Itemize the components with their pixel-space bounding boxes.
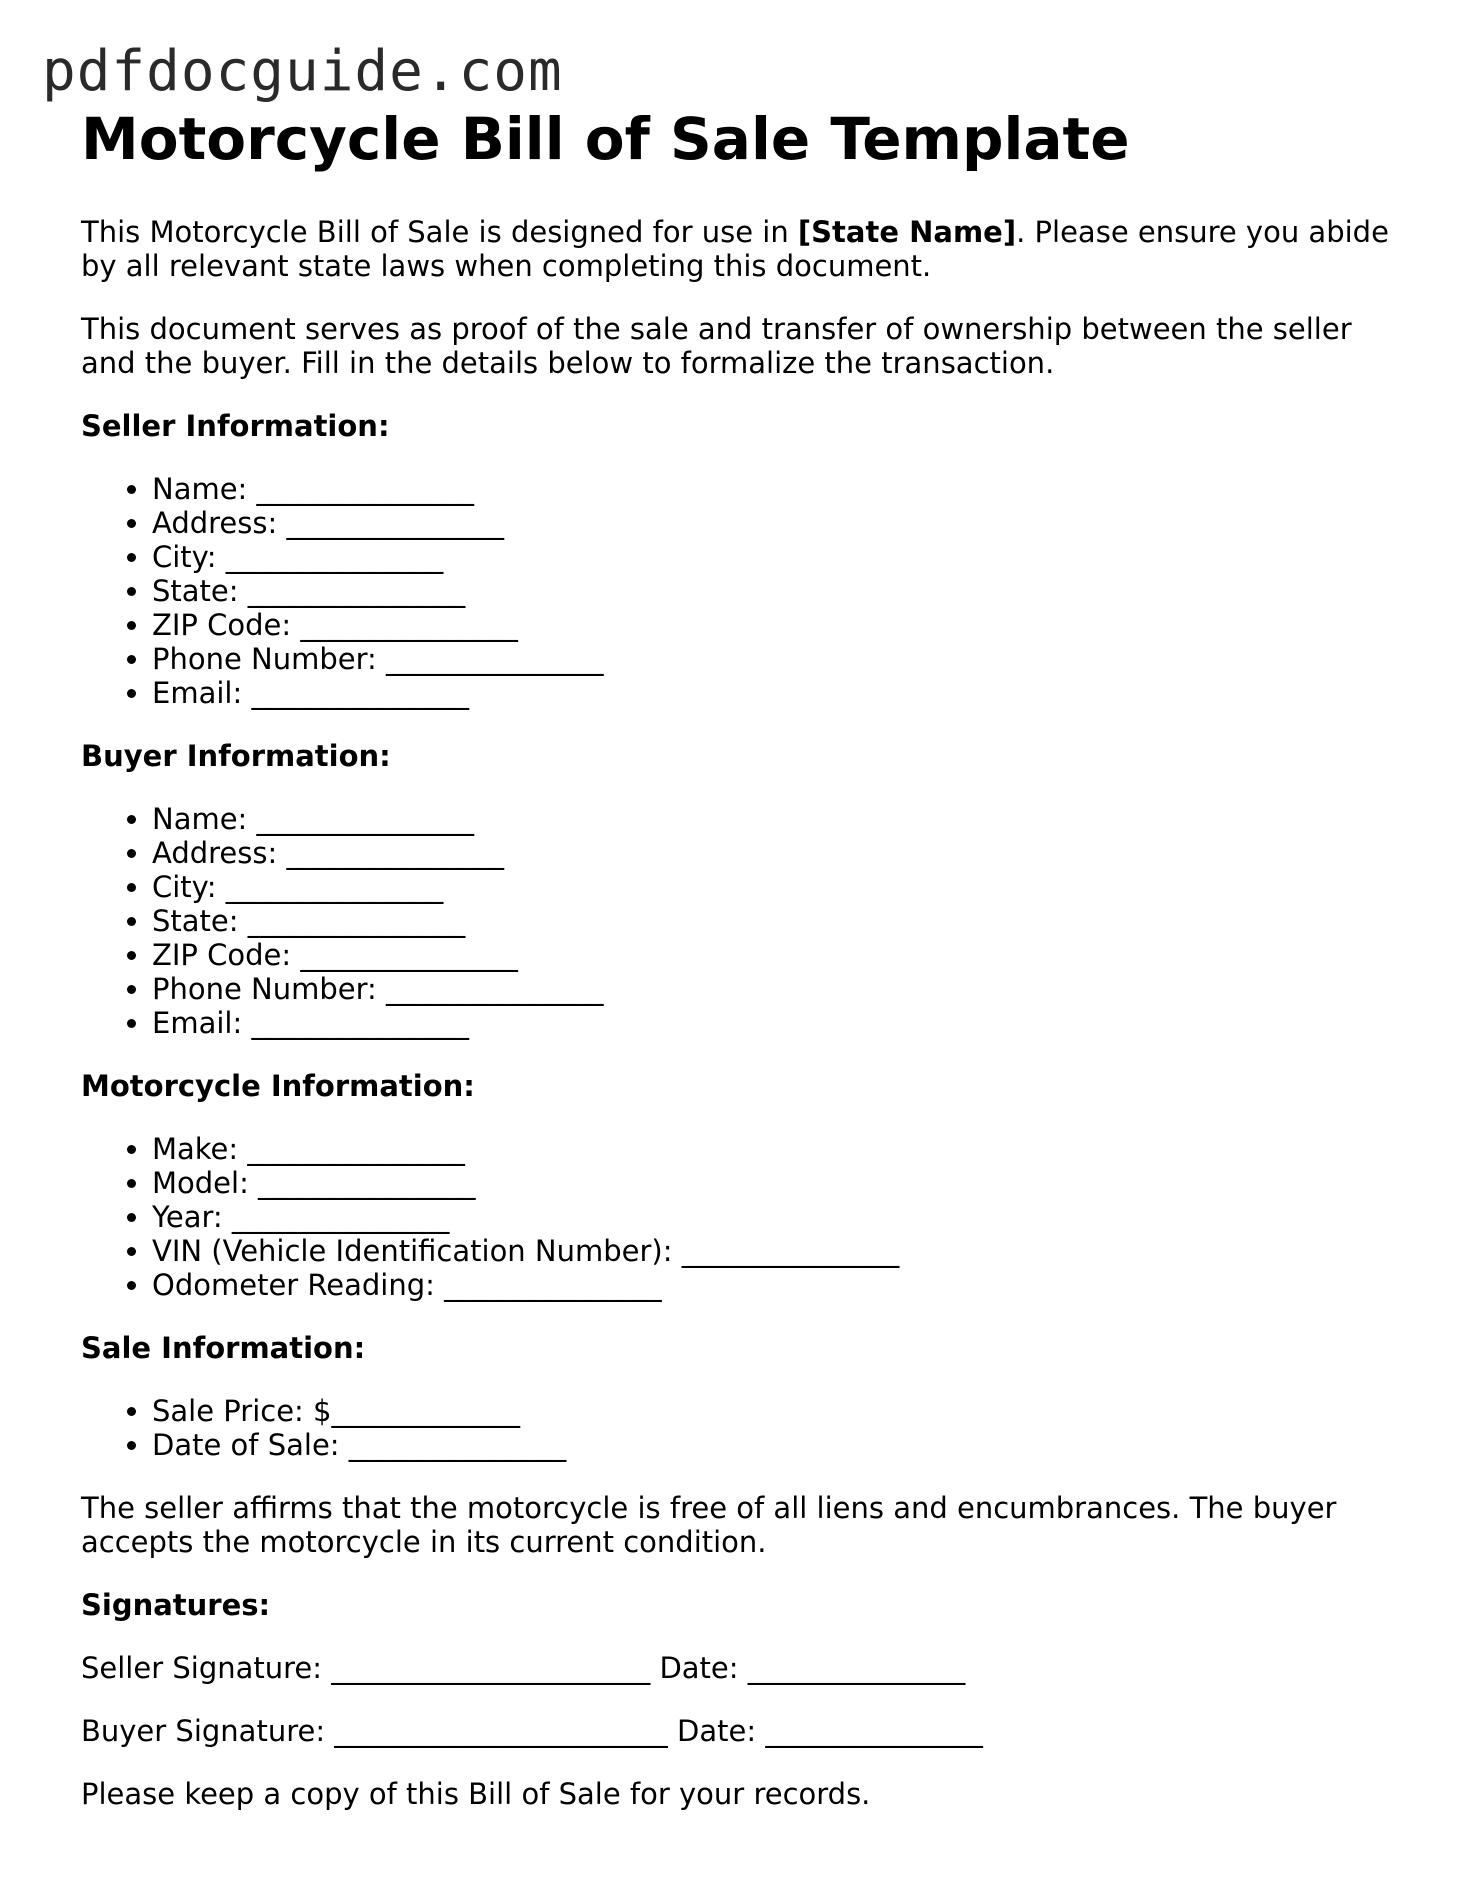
signatures-section-heading: Signatures: — [81, 1588, 271, 1622]
seller-zip-field: • ZIP Code: _______________ — [152, 608, 1411, 642]
affirmation-paragraph: The seller affirms that the motorcycle is free of all liens and encumbrances. The buyer accepts the motorcycle in its current condition. — [81, 1491, 1337, 1559]
state-name-placeholder: [State Name] — [797, 215, 1017, 249]
seller-state-field: • State: _______________ — [152, 574, 1411, 608]
watermark-text: pdfdocguide.com — [42, 39, 563, 104]
motorcycle-section-heading: Motorcycle Information: — [81, 1069, 475, 1103]
buyer-signature-line: Buyer Signature: _______________________ Date: _______________ — [81, 1714, 983, 1748]
buyer-phone-field: • Phone Number: _______________ — [152, 972, 1411, 1006]
seller-city-field: • City: _______________ — [152, 540, 1411, 574]
motorcycle-model-field: • Model: _______________ — [152, 1166, 1411, 1200]
motorcycle-vin-field: • VIN (Vehicle Identification Number): _______________ — [152, 1234, 1411, 1268]
intro-paragraph-state — [81, 215, 1411, 283]
motorcycle-odometer-field: • Odometer Reading: _______________ — [152, 1268, 1411, 1302]
buyer-state-field: • State: _______________ — [152, 904, 1411, 938]
seller-email-field: • Email: _______________ — [152, 676, 1411, 710]
sale-section-heading: Sale Information: — [81, 1331, 366, 1365]
footer-note: Please keep a copy of this Bill of Sale for your records. — [81, 1777, 871, 1811]
intro-text-after: . Please ensure you abide by all relevant state laws when completing this document. — [81, 215, 1389, 283]
motorcycle-field-list — [81, 1132, 1411, 1302]
sale-field-list — [81, 1394, 1411, 1462]
buyer-city-field: • City: _______________ — [152, 870, 1411, 904]
motorcycle-year-field: • Year: _______________ — [152, 1200, 1411, 1234]
seller-section-heading: Seller Information: — [81, 409, 390, 443]
motorcycle-make-field: • Make: _______________ — [152, 1132, 1411, 1166]
seller-signature-line: Seller Signature: ______________________ Date: _______________ — [81, 1651, 966, 1685]
sale-price-field: • Sale Price: $_____________ — [152, 1394, 1411, 1428]
document-body — [81, 106, 1411, 1840]
buyer-email-field: • Email: _______________ — [152, 1006, 1411, 1040]
seller-field-list — [81, 472, 1411, 710]
buyer-zip-field: • ZIP Code: _______________ — [152, 938, 1411, 972]
seller-name-field: • Name: _______________ — [152, 472, 1411, 506]
seller-phone-field: • Phone Number: _______________ — [152, 642, 1411, 676]
buyer-name-field: • Name: _______________ — [152, 802, 1411, 836]
buyer-field-list — [81, 802, 1411, 1040]
intro-text-before: This Motorcycle Bill of Sale is designed for use in — [81, 215, 798, 249]
seller-address-field: • Address: _______________ — [152, 506, 1411, 540]
intro-paragraph-purpose: This document serves as proof of the sale and transfer of ownership between the seller and the buyer. Fill in the details below to formalize the transaction. — [81, 312, 1352, 380]
sale-date-field: • Date of Sale: _______________ — [152, 1428, 1411, 1462]
document-title: Motorcycle Bill of Sale Template — [81, 105, 1130, 173]
buyer-section-heading: Buyer Information: — [81, 739, 391, 773]
buyer-address-field: • Address: _______________ — [152, 836, 1411, 870]
